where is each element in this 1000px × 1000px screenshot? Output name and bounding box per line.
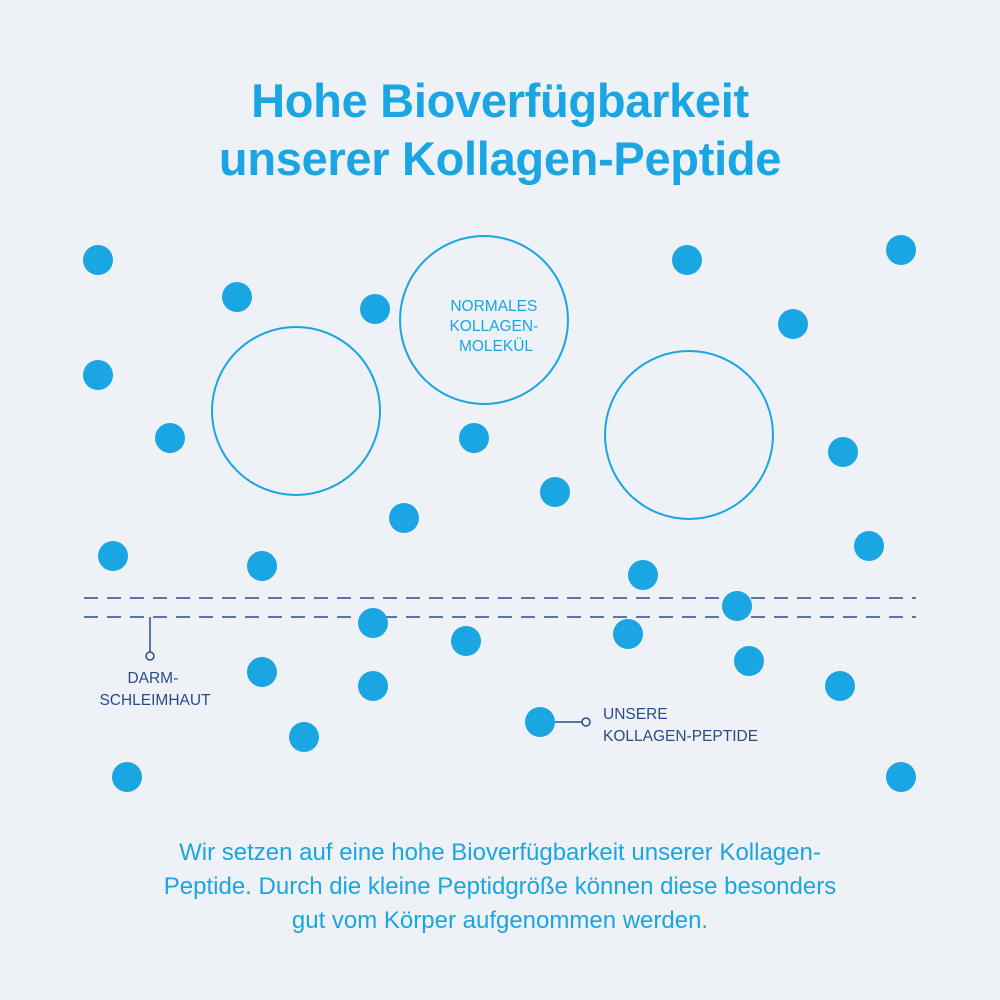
peptide-dot xyxy=(828,437,858,467)
peptide-dot xyxy=(778,309,808,339)
mucosa-label-line-1: DARM- xyxy=(127,670,179,687)
mucosa-pointer xyxy=(146,617,154,660)
peptide-dot xyxy=(247,551,277,581)
peptide-label xyxy=(603,706,758,745)
mucosa-pointer-dot xyxy=(146,652,154,660)
collagen-molecules xyxy=(212,236,773,519)
peptide-pointer-dot xyxy=(582,718,590,726)
title-line-2: unserer Kollagen-Peptide xyxy=(218,132,782,185)
peptide-dot xyxy=(83,360,113,390)
peptide-dot xyxy=(247,657,277,687)
peptide-dot xyxy=(289,722,319,752)
peptide-dot xyxy=(886,235,916,265)
peptide-pointer xyxy=(555,718,590,726)
peptide-dot xyxy=(540,477,570,507)
peptide-dot xyxy=(451,626,481,656)
intestinal-mucosa xyxy=(84,598,916,617)
peptide-dot xyxy=(98,541,128,571)
collagen-molecule-circle xyxy=(212,327,380,495)
collagen-molecule-circle xyxy=(605,351,773,519)
molecule-label-line-1: NORMALES xyxy=(450,298,538,315)
peptide-dot xyxy=(825,671,855,701)
peptide-dot xyxy=(358,671,388,701)
description-text xyxy=(60,836,940,938)
peptide-dot xyxy=(389,503,419,533)
peptide-dot xyxy=(886,762,916,792)
molecule-label-line-3: MOLEKÜL xyxy=(458,338,534,355)
peptide-dot xyxy=(734,646,764,676)
peptide-dot xyxy=(628,560,658,590)
description-line-1: Wir setzen auf eine hohe Bioverfügbarkeit unserer Kollagen- xyxy=(179,839,821,866)
title-line-1: Hohe Bioverfügbarkeit xyxy=(251,74,749,127)
peptide-dot xyxy=(155,423,185,453)
peptide-dot xyxy=(672,245,702,275)
peptide-legend-dot xyxy=(525,707,555,737)
mucosa-label xyxy=(99,670,211,709)
peptide-dot xyxy=(358,608,388,638)
description-line-2: Peptide. Durch die kleine Peptidgröße können diese besonders xyxy=(163,873,837,900)
mucosa-label-line-2: SCHLEIMHAUT xyxy=(99,692,211,709)
peptide-dot xyxy=(854,531,884,561)
peptide-dot xyxy=(360,294,390,324)
peptide-dot xyxy=(613,619,643,649)
peptide-dot xyxy=(83,245,113,275)
peptide-dot xyxy=(459,423,489,453)
description-line-3: gut vom Körper aufgenommen werden. xyxy=(291,907,709,934)
peptide-dot xyxy=(722,591,752,621)
peptide-label-line-1: UNSERE xyxy=(603,706,668,723)
peptide-dot xyxy=(222,282,252,312)
peptide-label-line-2: KOLLAGEN-PEPTIDE xyxy=(603,728,759,745)
molecule-label-line-2: KOLLAGEN- xyxy=(449,318,539,335)
molecule-label xyxy=(449,298,542,355)
peptide-dot xyxy=(112,762,142,792)
